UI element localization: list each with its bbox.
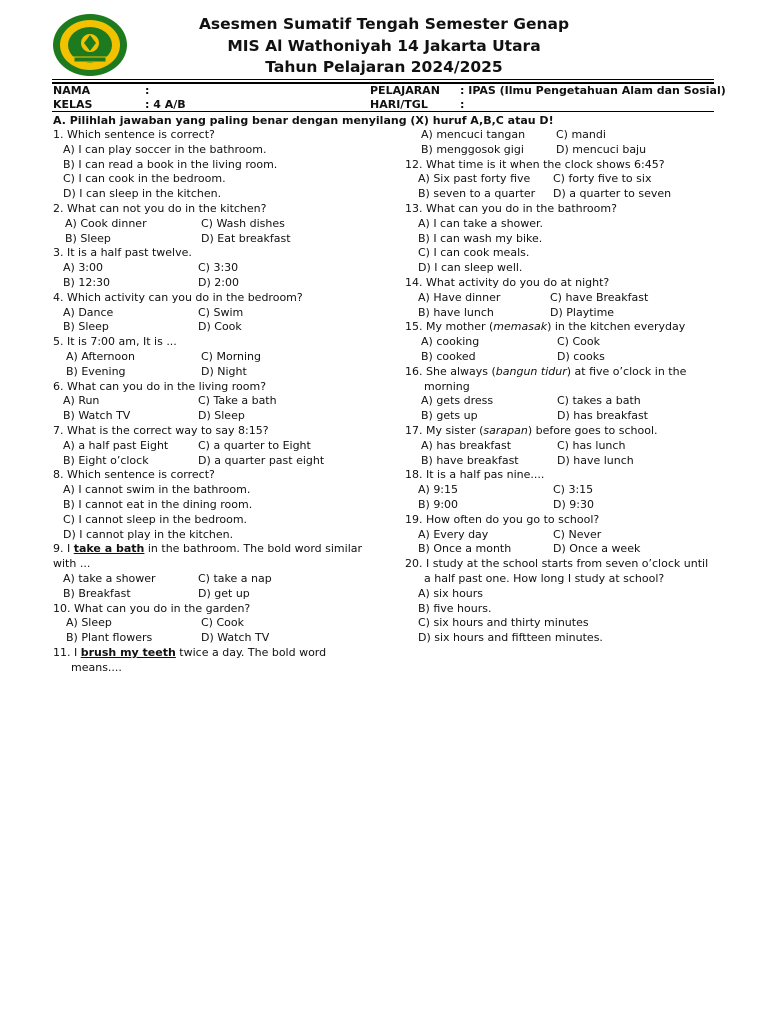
option-d[interactable]: D) have lunch: [557, 453, 634, 467]
option-row: [53, 616, 373, 631]
page-title: Asesmen Sumatif Tengah Semester Genap: [198, 15, 570, 33]
question-stem: 8. Which sentence is correct?: [53, 468, 215, 482]
option-a[interactable]: A) gets dress: [421, 394, 494, 408]
option-a[interactable]: A) six hours: [418, 586, 484, 600]
questions-right-column: [405, 128, 720, 646]
option-b[interactable]: B) Evening: [66, 364, 126, 378]
option-b[interactable]: B) have breakfast: [421, 453, 519, 467]
option-a[interactable]: A) Afternoon: [66, 349, 135, 363]
option-a[interactable]: A) cooking: [421, 335, 480, 349]
option-c[interactable]: C) Take a bath: [198, 394, 277, 408]
italic-word: memasak: [493, 320, 548, 334]
option-row: [405, 291, 720, 306]
option-c[interactable]: C) take a nap: [198, 571, 272, 585]
option-row: [53, 350, 373, 365]
option-a[interactable]: A) I cannot swim in the bathroom.: [63, 483, 251, 497]
stem-text: 15. My mother (: [405, 320, 494, 334]
question-stem: 13. What can you do in the bathroom?: [405, 201, 617, 215]
option-row: [53, 261, 373, 276]
option-a[interactable]: A) I can play soccer in the bathroom.: [63, 142, 267, 156]
option-b[interactable]: B) menggosok gigi: [421, 142, 524, 156]
option-row: [405, 542, 720, 557]
option-row: [53, 365, 373, 380]
option-a[interactable]: A) Dance: [63, 305, 114, 319]
stem-text: 17. My sister (: [405, 423, 484, 437]
option-c[interactable]: C) I can cook meals.: [418, 246, 530, 260]
option-row: [53, 409, 373, 424]
option-c[interactable]: C) I can cook in the bedroom.: [63, 172, 226, 186]
option-c[interactable]: C) takes a bath: [557, 394, 641, 408]
option-c[interactable]: C) 3:15: [553, 483, 594, 497]
option-row: [53, 439, 373, 454]
option-c[interactable]: C) have Breakfast: [550, 290, 649, 304]
option-row: [405, 143, 720, 158]
option-row: [405, 409, 720, 424]
option-c[interactable]: C) six hours and thirty minutes: [418, 616, 589, 630]
option-d[interactable]: D) has breakfast: [557, 409, 648, 423]
stem-text: ) at five o’clock in the: [566, 364, 687, 378]
question-stem-continued: with ...: [53, 557, 91, 571]
option-d[interactable]: D) mencuci baju: [556, 142, 647, 156]
option-c[interactable]: C) Never: [553, 527, 602, 541]
option-row: [405, 498, 720, 513]
option-a[interactable]: A) mencuci tangan: [421, 128, 526, 141]
stem-text: in the bathroom. The bold word similar: [144, 542, 363, 556]
school-name: MIS Al Wathoniyah 14 Jakarta Utara: [227, 37, 541, 55]
question-stem-continued: means....: [71, 660, 122, 674]
bold-phrase: take a bath: [73, 542, 145, 556]
question-stem: [405, 365, 720, 380]
option-row: [405, 454, 720, 469]
pelajaran-label: PELAJARAN: [370, 84, 440, 97]
option-row: [405, 187, 720, 202]
option-b[interactable]: B) I can read a book in the living room.: [63, 157, 278, 171]
option-row: [53, 394, 373, 409]
option-row: [405, 439, 720, 454]
stem-text: 11. I: [53, 645, 81, 659]
option-b[interactable]: B) five hours.: [418, 601, 492, 615]
option-c[interactable]: C) a quarter to Eight: [198, 438, 311, 452]
option-c[interactable]: C) Cook: [557, 335, 600, 349]
question-stem: 14. What activity do you do at night?: [405, 275, 610, 289]
question-stem: 3. It is a half past twelve.: [53, 246, 192, 260]
hari-colon: :: [460, 98, 465, 111]
option-a[interactable]: A) take a shower: [63, 571, 156, 585]
option-row: [405, 528, 720, 543]
option-row: [405, 394, 720, 409]
stem-text: twice a day. The bold word: [175, 645, 327, 659]
question-stem: [53, 542, 373, 557]
option-row: [405, 350, 720, 365]
instruction: A. Pilihlah jawaban yang paling benar dengan menyilang (X) huruf A,B,C atau D!: [53, 114, 554, 127]
option-b[interactable]: B) Sleep: [65, 231, 111, 245]
option-b[interactable]: B) cooked: [421, 349, 476, 363]
question-stem: 12. What time is it when the clock shows 6:45?: [405, 157, 665, 171]
question-stem: 6. What can you do in the living room?: [53, 379, 267, 393]
option-d[interactable]: D) I cannot play in the kitchen.: [63, 527, 234, 541]
option-b[interactable]: B) I can wash my bike.: [418, 231, 543, 245]
option-row: [53, 454, 373, 469]
option-a[interactable]: A) I can take a shower.: [418, 216, 544, 230]
stem-text: ) in the kitchen everyday: [547, 320, 686, 334]
questions-left-column: [53, 128, 373, 675]
option-a[interactable]: A) has breakfast: [421, 438, 512, 452]
option-a[interactable]: A) 9:15: [418, 483, 459, 497]
option-d[interactable]: D) six hours and fiftteen minutes.: [418, 631, 603, 645]
option-b[interactable]: B) Breakfast: [63, 586, 131, 600]
option-row: [53, 306, 373, 321]
pelajaran-value: : IPAS (Ilmu Pengetahuan Alam dan Sosial): [460, 84, 726, 97]
option-b[interactable]: B) Once a month: [418, 542, 512, 556]
option-d[interactable]: D) Once a week: [553, 542, 641, 556]
option-row: [53, 217, 373, 232]
question-stem: [405, 424, 720, 439]
option-b[interactable]: B) I cannot eat in the dining room.: [63, 497, 253, 511]
question-stem-continued: morning: [424, 379, 470, 393]
stem-text: 9. I: [53, 542, 74, 556]
option-b[interactable]: B) 12:30: [63, 275, 111, 289]
option-row: [405, 483, 720, 498]
question-stem: 5. It is 7:00 am, It is ...: [53, 335, 177, 349]
option-b[interactable]: B) Eight o’clock: [63, 453, 149, 467]
option-row: [405, 128, 720, 143]
option-row: [53, 572, 373, 587]
italic-word: sarapan: [483, 423, 528, 437]
option-row: [53, 587, 373, 602]
stem-text: 16. She always (: [405, 364, 496, 378]
option-b[interactable]: B) Sleep: [63, 320, 109, 334]
option-row: [53, 276, 373, 291]
option-row: [405, 172, 720, 187]
option-a[interactable]: A) Have dinner: [418, 290, 501, 304]
academic-year: Tahun Pelajaran 2024/2025: [265, 58, 503, 76]
option-c[interactable]: C) Morning: [201, 349, 262, 363]
option-row: [53, 232, 373, 247]
question-stem: 18. It is a half pas nine....: [405, 468, 545, 482]
option-d[interactable]: D) cooks: [557, 349, 605, 363]
option-c[interactable]: C) has lunch: [557, 438, 626, 452]
bold-phrase: brush my teeth: [80, 645, 176, 659]
option-c[interactable]: C) Cook: [201, 616, 244, 630]
info-divider: [52, 111, 714, 112]
option-c[interactable]: C) I cannot sleep in the bedroom.: [63, 512, 248, 526]
option-d[interactable]: D) Cook: [198, 320, 242, 334]
option-row: [405, 335, 720, 350]
header-divider: [52, 79, 714, 80]
option-b[interactable]: B) have lunch: [418, 305, 494, 319]
option-a[interactable]: A) a half past Eight: [63, 438, 169, 452]
option-d[interactable]: D) 2:00: [198, 275, 239, 289]
option-a[interactable]: A) Sleep: [66, 616, 112, 630]
italic-word: bangun tidur: [495, 364, 567, 378]
question-stem: [53, 646, 373, 661]
option-c[interactable]: C) mandi: [556, 128, 606, 141]
option-c[interactable]: C) Wash dishes: [201, 216, 285, 230]
option-row: [53, 631, 373, 646]
option-c[interactable]: C) forty five to six: [553, 172, 652, 186]
option-c[interactable]: C) 3:30: [198, 261, 239, 275]
option-b[interactable]: B) 9:00: [418, 497, 459, 511]
question-stem: [405, 320, 720, 335]
question-stem: 1. Which sentence is correct?: [53, 128, 215, 141]
option-d[interactable]: D) Eat breakfast: [201, 231, 291, 245]
option-d[interactable]: D) Playtime: [550, 305, 615, 319]
option-row: [53, 320, 373, 335]
option-d[interactable]: D) Watch TV: [201, 631, 270, 645]
kelas-label: KELAS: [53, 98, 93, 111]
option-d[interactable]: D) I can sleep well.: [418, 261, 523, 275]
option-b[interactable]: B) Plant flowers: [66, 631, 153, 645]
nama-colon: :: [145, 84, 150, 97]
question-stem: 7. What is the correct way to say 8:15?: [53, 423, 269, 437]
question-stem: 2. What can not you do in the kitchen?: [53, 201, 267, 215]
nama-label: NAMA: [53, 84, 91, 97]
option-d[interactable]: D) get up: [198, 586, 250, 600]
question-stem: 19. How often do you go to school?: [405, 512, 600, 526]
hari-label: HARI/TGL: [370, 98, 428, 111]
option-b[interactable]: B) gets up: [421, 409, 478, 423]
option-a[interactable]: A) Cook dinner: [65, 216, 147, 230]
question-stem: 20. I study at the school starts from seven o’clock until: [405, 557, 709, 571]
option-d[interactable]: D) a quarter to seven: [553, 187, 672, 201]
option-d[interactable]: D) I can sleep in the kitchen.: [63, 187, 222, 201]
option-row: [405, 306, 720, 321]
option-b[interactable]: B) seven to a quarter: [418, 187, 536, 201]
kelas-value: : 4 A/B: [145, 98, 186, 111]
option-d[interactable]: D) 9:30: [553, 497, 594, 511]
question-stem: 10. What can you do in the garden?: [53, 601, 251, 615]
question-stem-continued: a half past one. How long I study at school?: [424, 571, 665, 585]
question-stem: 4. Which activity can you do in the bedroom?: [53, 290, 303, 304]
option-c[interactable]: C) Swim: [198, 305, 244, 319]
option-a[interactable]: A) Six past forty five: [418, 172, 531, 186]
option-a[interactable]: A) 3:00: [63, 261, 104, 275]
option-a[interactable]: A) Run: [63, 394, 100, 408]
option-d[interactable]: D) a quarter past eight: [198, 453, 325, 467]
option-b[interactable]: B) Watch TV: [63, 409, 131, 423]
option-d[interactable]: D) Sleep: [198, 409, 245, 423]
stem-text: ) before goes to school.: [527, 423, 658, 437]
option-d[interactable]: D) Night: [201, 364, 247, 378]
option-a[interactable]: A) Every day: [418, 527, 489, 541]
